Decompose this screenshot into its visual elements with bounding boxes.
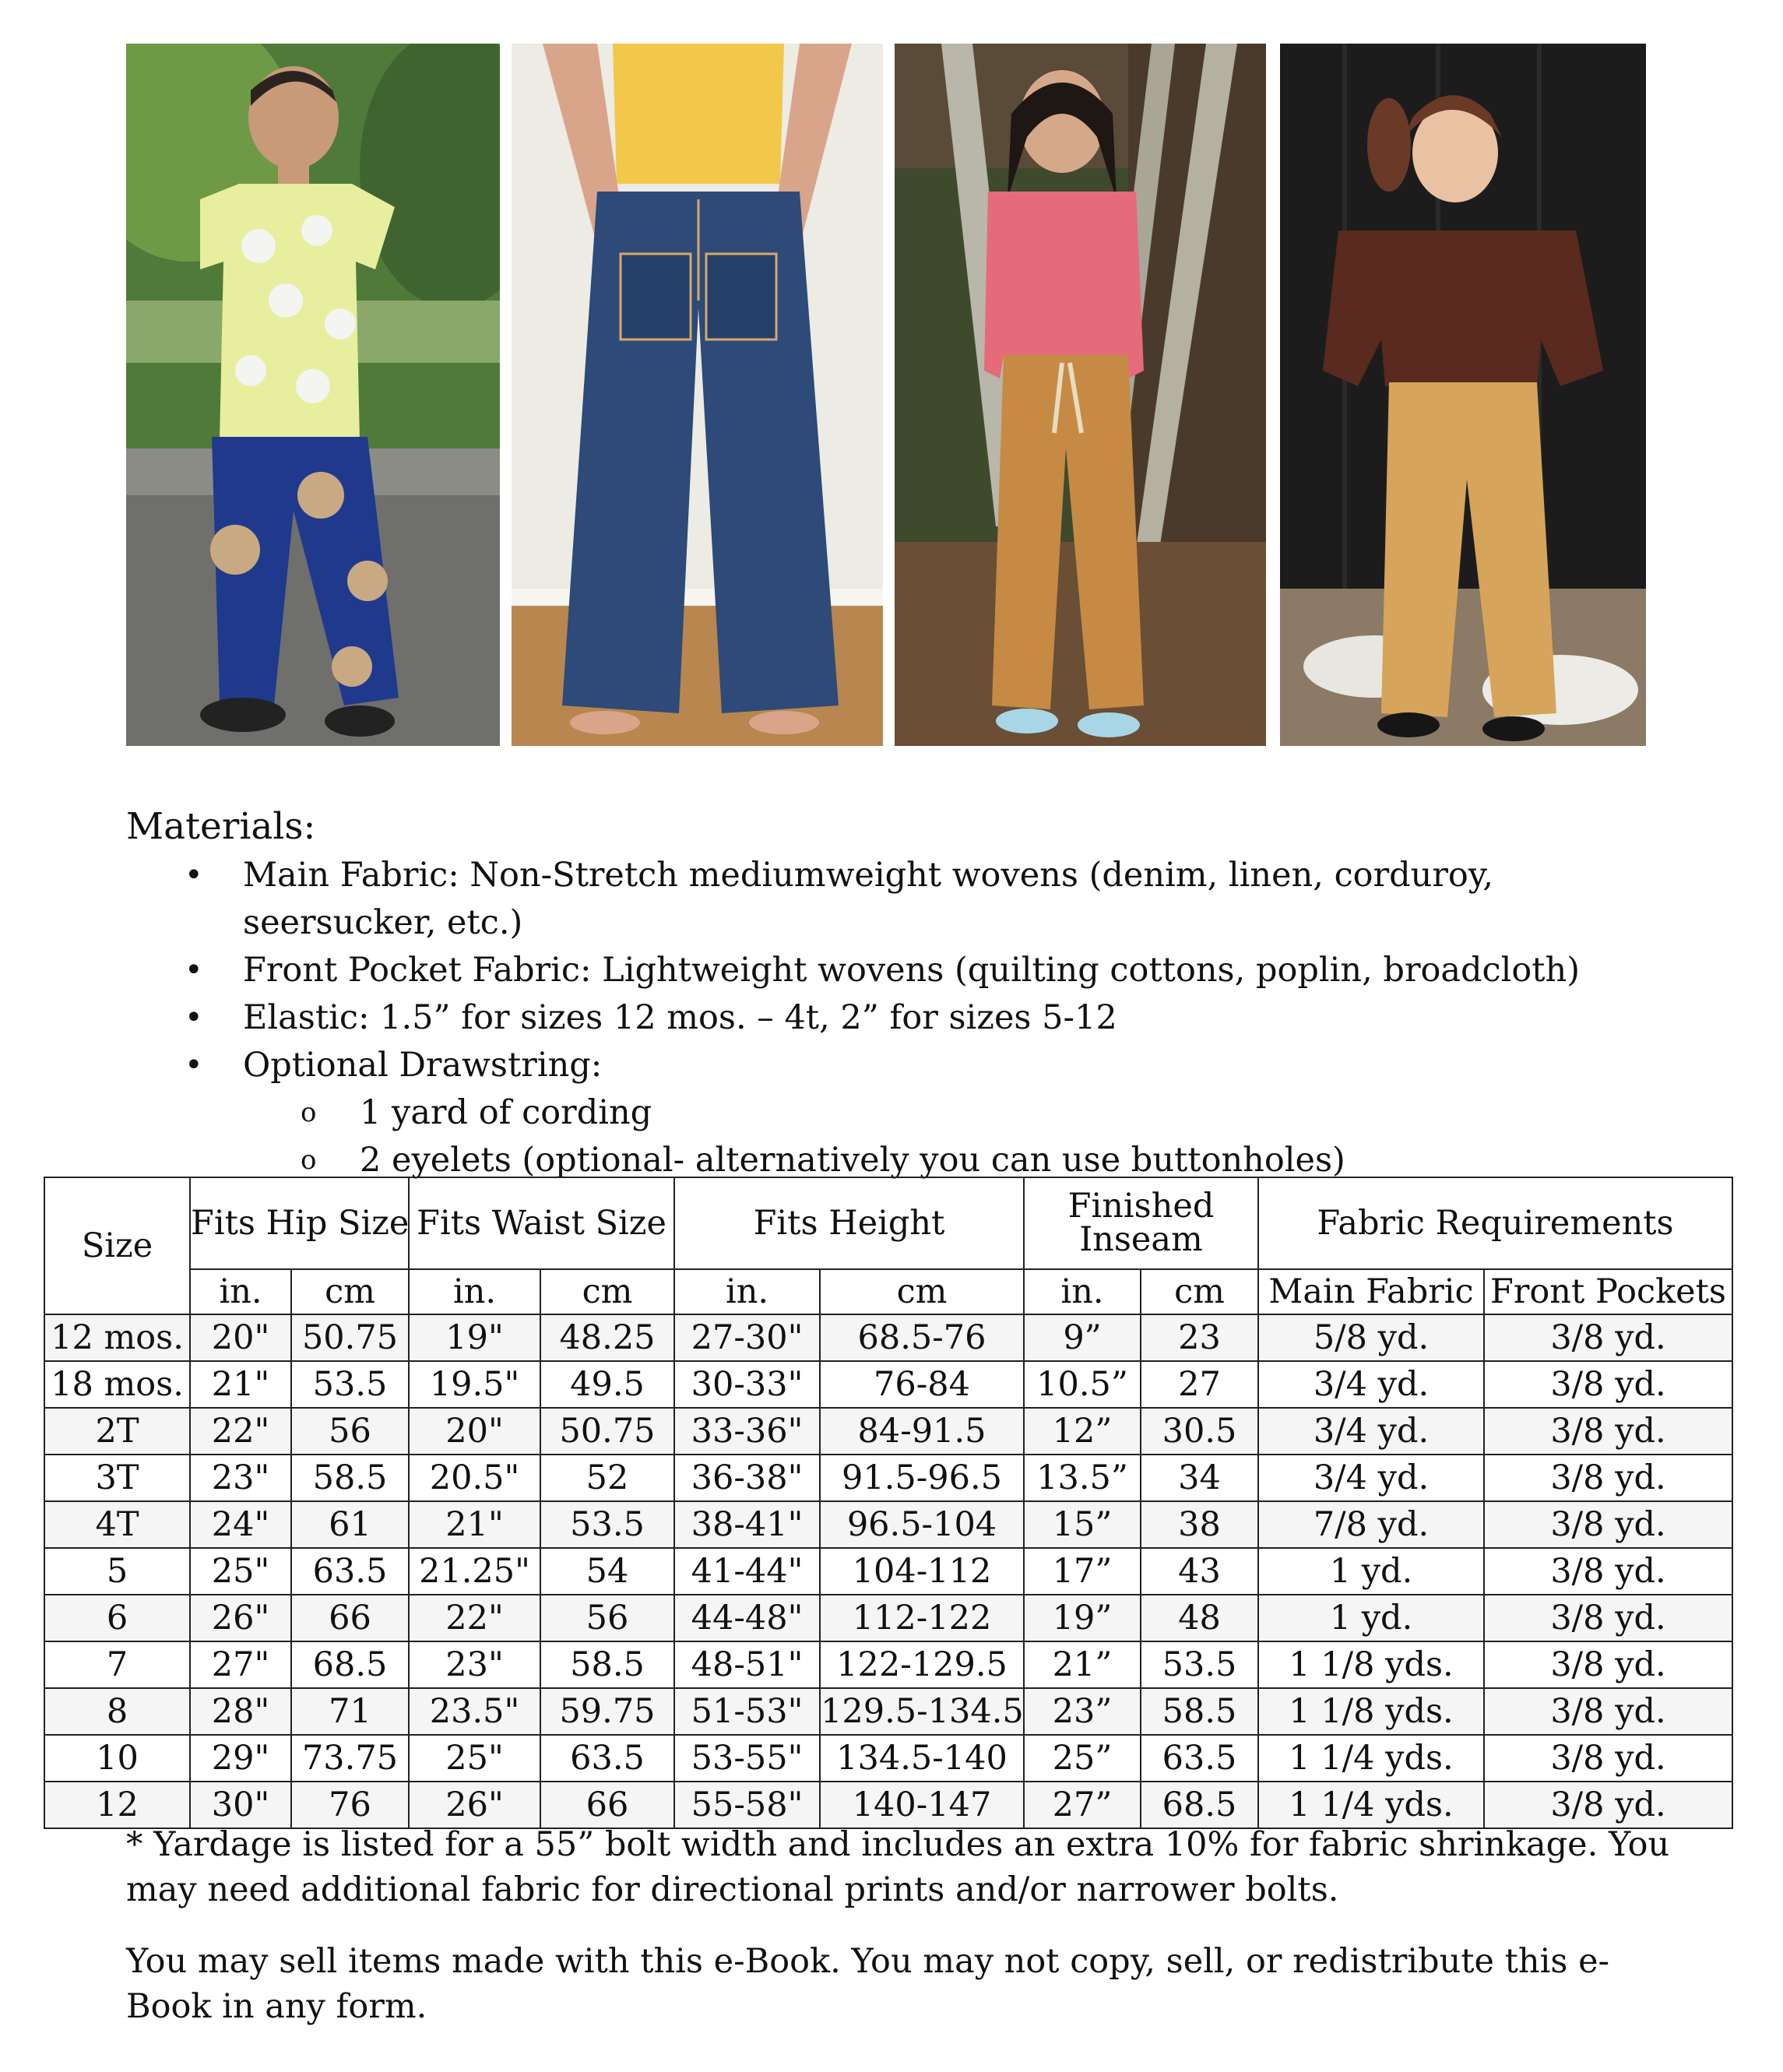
cell-height-cm: 134.5-140	[820, 1735, 1024, 1782]
list-item	[126, 852, 1668, 947]
table-row	[44, 1595, 1732, 1641]
bullet-icon: •	[185, 1047, 203, 1083]
cell-hip-cm: 73.75	[291, 1735, 409, 1782]
cell-height-in: 51-53"	[674, 1688, 820, 1735]
cell-main-fabric: 1 1/4 yds.	[1258, 1782, 1484, 1828]
header-inseam-in: in.	[1024, 1269, 1141, 1314]
cell-hip-cm: 71	[291, 1688, 409, 1735]
license-note: You may sell items made with this e-Book. You may not copy, sell, or redistribute this e-Book in any form.	[126, 1942, 1610, 2026]
cell-hip-in: 26"	[190, 1595, 291, 1641]
photo-girl-corduroy-drawstring	[895, 44, 1266, 746]
cell-inseam-in: 10.5”	[1024, 1361, 1141, 1408]
material-main-fabric: Main Fabric: Non-Stretch mediumweight wovens (denim, linen, corduroy, seersucker, etc.)	[243, 856, 1494, 942]
size-chart-table	[44, 1177, 1733, 1829]
cell-front-pockets: 3/8 yd.	[1484, 1735, 1732, 1782]
photo-girl-mustard-pants	[1280, 44, 1646, 746]
cell-hip-in: 25"	[190, 1548, 291, 1595]
header-hip-cm: cm	[291, 1269, 409, 1314]
cell-main-fabric: 1 yd.	[1258, 1548, 1484, 1595]
circle-bullet-icon: o	[301, 1145, 317, 1176]
material-optional-drawstring: Optional Drawstring:	[243, 1046, 603, 1085]
cell-height-in: 55-58"	[674, 1782, 820, 1828]
cell-waist-cm: 63.5	[540, 1735, 674, 1782]
cell-height-cm: 140-147	[820, 1782, 1024, 1828]
cell-size: 6	[44, 1595, 190, 1641]
cell-waist-cm: 58.5	[540, 1641, 674, 1688]
material-cording: 1 yard of cording	[360, 1093, 652, 1132]
cell-waist-cm: 53.5	[540, 1501, 674, 1548]
header-size: Size	[44, 1177, 190, 1314]
cell-main-fabric: 5/8 yd.	[1258, 1314, 1484, 1361]
cell-hip-cm: 61	[291, 1501, 409, 1548]
cell-hip-in: 24"	[190, 1501, 291, 1548]
header-height-in: in.	[674, 1269, 820, 1314]
cell-height-cm: 129.5-134.5	[820, 1688, 1024, 1735]
list-item	[126, 994, 1668, 1042]
list-item	[126, 1042, 1668, 1089]
cell-waist-in: 21.25"	[409, 1548, 540, 1595]
notes-section	[126, 1822, 1683, 2029]
list-item	[126, 1089, 1668, 1137]
cell-size: 12 mos.	[44, 1314, 190, 1361]
cell-height-cm: 122-129.5	[820, 1641, 1024, 1688]
cell-size: 10	[44, 1735, 190, 1782]
cell-height-cm: 112-122	[820, 1595, 1024, 1641]
cell-front-pockets: 3/8 yd.	[1484, 1595, 1732, 1641]
cell-front-pockets: 3/8 yd.	[1484, 1501, 1732, 1548]
cell-hip-cm: 58.5	[291, 1455, 409, 1501]
cell-waist-cm: 49.5	[540, 1361, 674, 1408]
cell-height-in: 33-36"	[674, 1408, 820, 1455]
cell-hip-in: 28"	[190, 1688, 291, 1735]
cell-inseam-in: 19”	[1024, 1595, 1141, 1641]
cell-inseam-in: 23”	[1024, 1688, 1141, 1735]
header-fabric-requirements: Fabric Requirements	[1258, 1177, 1732, 1269]
cell-height-in: 41-44"	[674, 1548, 820, 1595]
circle-bullet-icon: o	[301, 1097, 317, 1128]
material-elastic: Elastic: 1.5” for sizes 12 mos. – 4t, 2” for sizes 5-12	[243, 998, 1117, 1037]
cell-inseam-in: 27”	[1024, 1782, 1141, 1828]
materials-heading: Materials:	[126, 805, 316, 848]
header-inseam-cm: cm	[1141, 1269, 1258, 1314]
header-waist-in: in.	[409, 1269, 540, 1314]
cell-hip-cm: 53.5	[291, 1361, 409, 1408]
cell-height-cm: 91.5-96.5	[820, 1455, 1024, 1501]
size-chart-body	[44, 1314, 1732, 1828]
header-height: Fits Height	[674, 1177, 1024, 1269]
cell-front-pockets: 3/8 yd.	[1484, 1641, 1732, 1688]
cell-inseam-cm: 34	[1141, 1455, 1258, 1501]
cell-waist-cm: 56	[540, 1595, 674, 1641]
cell-inseam-in: 13.5”	[1024, 1455, 1141, 1501]
header-main-fabric: Main Fabric	[1258, 1269, 1484, 1314]
cell-front-pockets: 3/8 yd.	[1484, 1455, 1732, 1501]
cell-height-in: 27-30"	[674, 1314, 820, 1361]
cell-waist-cm: 48.25	[540, 1314, 674, 1361]
cell-size: 12	[44, 1782, 190, 1828]
cell-height-in: 38-41"	[674, 1501, 820, 1548]
table-row	[44, 1735, 1732, 1782]
cell-inseam-cm: 58.5	[1141, 1688, 1258, 1735]
cell-size: 8	[44, 1688, 190, 1735]
cell-waist-in: 25"	[409, 1735, 540, 1782]
cell-inseam-cm: 43	[1141, 1548, 1258, 1595]
cell-inseam-in: 25”	[1024, 1735, 1141, 1782]
cell-inseam-cm: 53.5	[1141, 1641, 1258, 1688]
cell-hip-in: 27"	[190, 1641, 291, 1688]
cell-main-fabric: 3/4 yd.	[1258, 1361, 1484, 1408]
cell-inseam-cm: 30.5	[1141, 1408, 1258, 1455]
cell-size: 5	[44, 1548, 190, 1595]
cell-waist-in: 19"	[409, 1314, 540, 1361]
cell-main-fabric: 1 yd.	[1258, 1595, 1484, 1641]
cell-inseam-cm: 27	[1141, 1361, 1258, 1408]
cell-waist-in: 23"	[409, 1641, 540, 1688]
table-row	[44, 1314, 1732, 1361]
cell-hip-cm: 68.5	[291, 1641, 409, 1688]
header-front-pockets: Front Pockets	[1484, 1269, 1732, 1314]
cell-hip-cm: 66	[291, 1595, 409, 1641]
cell-size: 7	[44, 1641, 190, 1688]
cell-waist-in: 20"	[409, 1408, 540, 1455]
table-row	[44, 1782, 1732, 1828]
cell-main-fabric: 1 1/8 yds.	[1258, 1688, 1484, 1735]
cell-front-pockets: 3/8 yd.	[1484, 1688, 1732, 1735]
cell-size: 4T	[44, 1501, 190, 1548]
materials-list	[126, 852, 1668, 1184]
cell-hip-cm: 56	[291, 1408, 409, 1455]
table-row	[44, 1455, 1732, 1501]
cell-waist-cm: 66	[540, 1782, 674, 1828]
cell-height-in: 30-33"	[674, 1361, 820, 1408]
cell-waist-cm: 59.75	[540, 1688, 674, 1735]
cell-waist-cm: 54	[540, 1548, 674, 1595]
bullet-icon: •	[185, 952, 203, 988]
yardage-note: * Yardage is listed for a 55” bolt width and includes an extra 10% for fabric shrinkage. You may need additional fabric for directional prints and/or narrower bolts.	[126, 1825, 1670, 1909]
cell-main-fabric: 1 1/8 yds.	[1258, 1641, 1484, 1688]
cell-main-fabric: 7/8 yd.	[1258, 1501, 1484, 1548]
cell-hip-in: 21"	[190, 1361, 291, 1408]
cell-inseam-cm: 68.5	[1141, 1782, 1258, 1828]
cell-front-pockets: 3/8 yd.	[1484, 1361, 1732, 1408]
header-height-cm: cm	[820, 1269, 1024, 1314]
cell-height-cm: 96.5-104	[820, 1501, 1024, 1548]
header-waist-cm: cm	[540, 1269, 674, 1314]
cell-hip-in: 23"	[190, 1455, 291, 1501]
cell-inseam-cm: 48	[1141, 1595, 1258, 1641]
cell-inseam-in: 9”	[1024, 1314, 1141, 1361]
header-hip-size: Fits Hip Size	[190, 1177, 409, 1269]
material-front-pocket-fabric: Front Pocket Fabric: Lightweight wovens (quilting cottons, poplin, broadcloth)	[243, 951, 1581, 990]
cell-height-cm: 68.5-76	[820, 1314, 1024, 1361]
header-hip-in: in.	[190, 1269, 291, 1314]
cell-hip-cm: 63.5	[291, 1548, 409, 1595]
cell-hip-in: 30"	[190, 1782, 291, 1828]
table-row	[44, 1408, 1732, 1455]
cell-waist-in: 23.5"	[409, 1688, 540, 1735]
cell-front-pockets: 3/8 yd.	[1484, 1408, 1732, 1455]
cell-hip-in: 29"	[190, 1735, 291, 1782]
cell-size: 2T	[44, 1408, 190, 1455]
cell-inseam-in: 17”	[1024, 1548, 1141, 1595]
photo-strip	[126, 44, 1646, 746]
table-row	[44, 1641, 1732, 1688]
photo-denim-back-pockets	[512, 44, 883, 746]
cell-hip-cm: 76	[291, 1782, 409, 1828]
cell-height-in: 53-55"	[674, 1735, 820, 1782]
cell-main-fabric: 1 1/4 yds.	[1258, 1735, 1484, 1782]
cell-waist-in: 22"	[409, 1595, 540, 1641]
cell-size: 3T	[44, 1455, 190, 1501]
table-row	[44, 1548, 1732, 1595]
photo-boy-panda-pants	[126, 44, 500, 746]
cell-inseam-in: 21”	[1024, 1641, 1141, 1688]
cell-waist-in: 21"	[409, 1501, 540, 1548]
materials-section	[126, 802, 1668, 1184]
cell-inseam-in: 15”	[1024, 1501, 1141, 1548]
bullet-icon: •	[185, 857, 203, 893]
table-row	[44, 1361, 1732, 1408]
cell-height-in: 36-38"	[674, 1455, 820, 1501]
cell-height-cm: 84-91.5	[820, 1408, 1024, 1455]
cell-height-cm: 76-84	[820, 1361, 1024, 1408]
cell-hip-cm: 50.75	[291, 1314, 409, 1361]
header-inseam-line2: Inseam	[1079, 1220, 1203, 1259]
cell-main-fabric: 3/4 yd.	[1258, 1455, 1484, 1501]
cell-front-pockets: 3/8 yd.	[1484, 1782, 1732, 1828]
cell-hip-in: 20"	[190, 1314, 291, 1361]
cell-inseam-cm: 23	[1141, 1314, 1258, 1361]
cell-height-cm: 104-112	[820, 1548, 1024, 1595]
cell-waist-in: 20.5"	[409, 1455, 540, 1501]
cell-inseam-in: 12”	[1024, 1408, 1141, 1455]
bullet-icon: •	[185, 1000, 203, 1036]
cell-main-fabric: 3/4 yd.	[1258, 1408, 1484, 1455]
list-item	[126, 947, 1668, 994]
material-eyelets: 2 eyelets (optional- alternatively you can use buttonholes)	[360, 1141, 1345, 1180]
header-inseam-line1: Finished	[1067, 1187, 1215, 1226]
cell-hip-in: 22"	[190, 1408, 291, 1455]
table-row	[44, 1501, 1732, 1548]
cell-height-in: 44-48"	[674, 1595, 820, 1641]
cell-front-pockets: 3/8 yd.	[1484, 1548, 1732, 1595]
header-finished-inseam	[1024, 1177, 1258, 1269]
cell-front-pockets: 3/8 yd.	[1484, 1314, 1732, 1361]
cell-height-in: 48-51"	[674, 1641, 820, 1688]
cell-waist-in: 26"	[409, 1782, 540, 1828]
header-waist-size: Fits Waist Size	[409, 1177, 674, 1269]
table-row	[44, 1688, 1732, 1735]
cell-inseam-cm: 38	[1141, 1501, 1258, 1548]
cell-waist-in: 19.5"	[409, 1361, 540, 1408]
cell-size: 18 mos.	[44, 1361, 190, 1408]
cell-inseam-cm: 63.5	[1141, 1735, 1258, 1782]
cell-waist-cm: 52	[540, 1455, 674, 1501]
cell-waist-cm: 50.75	[540, 1408, 674, 1455]
